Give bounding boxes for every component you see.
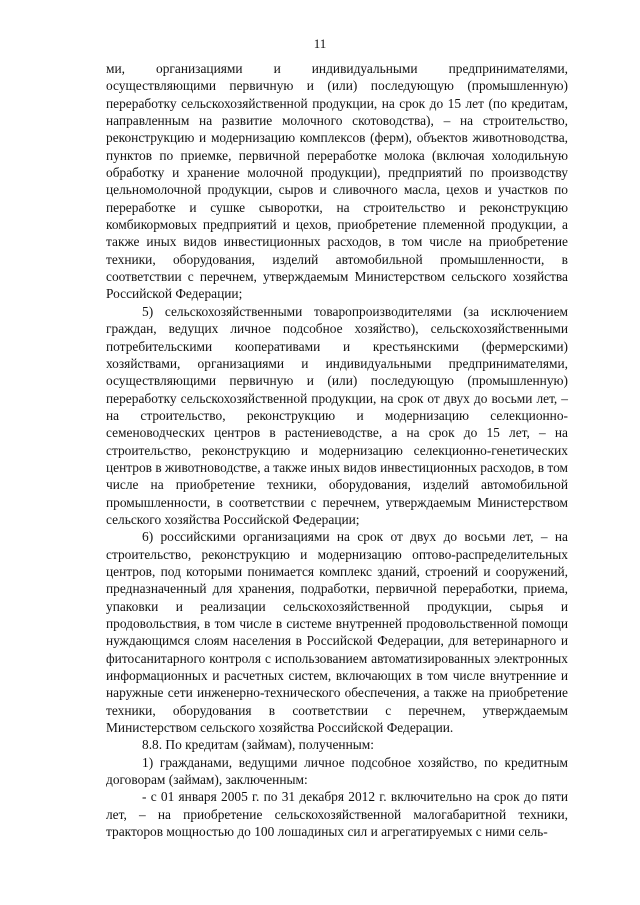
paragraph-bullet-2005-2012: - с 01 января 2005 г. по 31 декабря 2012 г. включительно на срок до пяти лет, – на приобретение сельскохозяйственной малогабаритной техники, тракторов мощностью до 100 лошадиных сил и агрегатируемых с ними сель-	[106, 789, 568, 840]
paragraph-continuation: ми, организациями и индивидуальными предпринимателями, осуществляющими первичную и (или) последующую (промышленную) переработку сельскохозяйственной продукции, на срок до 15 лет (по кредитам, направленным на развитие молочного скотоводства), – на строительство, реконструкцию и модернизацию комплексов (ферм), объектов животноводства, пунктов по приемке, первичной переработке молока (включая холодильную обработку и хранение молочной продукции), предприятий по производству цельномолочной продукции, сыров и сливочного масла, цехов и участков по переработке и сушке сыворотки, на строительство и реконструкцию комбикормовых предприятий и цехов, приобретение племенной продукции, а также иных видов инвестиционных расходов, в том числе на приобретение техники, оборудования, изделий автомобильной промышленности, в соответствии с перечнем, утверждаемым Министерством сельского хозяйства Российской Федерации;	[106, 61, 568, 302]
document-body	[106, 60, 568, 840]
paragraph-section-8-8: 8.8. По кредитам (займам), полученным:	[142, 737, 374, 753]
paragraph-item-5: 5) сельскохозяйственными товаропроизводителями (за исключением граждан, ведущих личное подсобное хозяйство), сельскохозяйственными потребительскими кооперативами и крестьянскими (фермерскими) хозяйствами, организациями и индивидуальными предпринимателями, осуществляющими первичную и (или) последующую (промышленную) переработку сельскохозяйственной продукции, на срок от двух до восьми лет, – на строительство, реконструкцию и модернизацию селекционно-семеноводческих центров в растениеводстве, а на срок до 15 лет, – на строительство, реконструкцию и модернизацию селекционно-генетических центров в животноводстве, а также иных видов инвестиционных расходов, в том числе на приобретение техники, оборудования, изделий автомобильной промышленности, в соответствии с перечнем, утверждаемым Министерством сельского хозяйства Российской Федерации;	[106, 303, 568, 527]
paragraph-item-6: 6) российскими организациями на срок от двух до восьми лет, – на строительство, реконструкцию и модернизацию оптово-распределительных центров, под которыми понимается комплекс зданий, строений и сооружений, предназначенный для хранения, подработки, первичной переработки, приема, упаковки и реализации сельскохозяйственной продукции, сырья и продовольствия, в том числе в системе внутренней продовольственной помощи нуждающимся слоям населения в Российской Федерации, для ветеринарного и фитосанитарного контроля с использованием автоматизированных электронных информационных и расчетных систем, включающих в том числе внутренние и наружные сети инженерно-технического обеспечения, а также на приобретение техники, оборудования в соответствии с перечнем, утверждаемым Министерством сельского хозяйства Российской Федерации.	[106, 529, 568, 736]
page-number: 11	[313, 36, 327, 51]
paragraph-item-1: 1) гражданами, ведущими личное подсобное хозяйство, по кредитным договорам (займам), заключенным:	[106, 754, 568, 788]
